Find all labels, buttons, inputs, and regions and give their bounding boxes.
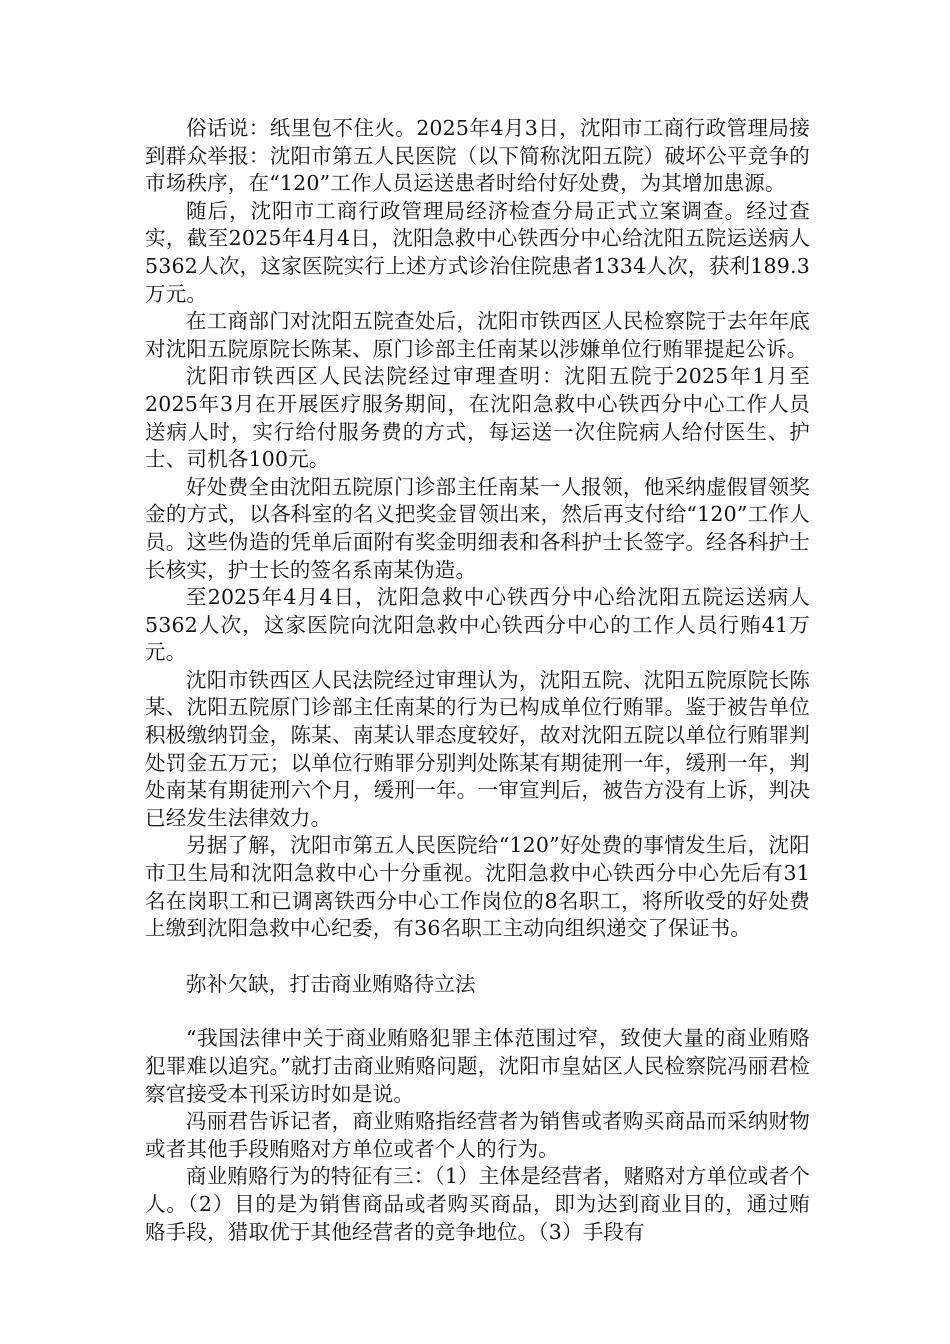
article-paragraph: 好处费全由沈阳五院原门诊部主任南某一人报领，他采纳虚假冒领奖金的方式，以各科室的名义把奖金冒领出来，然后再支付给“120”工作人员。这些伪造的凭单后面附有奖金明细表和各科护士长签字。经各科护士长核实，护士长的签名系南某伪造。 <box>145 474 810 582</box>
article-paragraph: 另据了解，沈阳市第五人民医院给“120”好处费的事情发生后，沈阳市卫生局和沈阳急救中心十分重视。沈阳急救中心铁西分中心先后有31名在岗职工和已调离铁西分中心工作岗位的8名职工，将所收受的好处费上缴到沈阳急救中心纪委，有36名职工主动向组织递交了保证书。 <box>145 833 810 941</box>
article-paragraph: 俗话说：纸里包不住火。2025年4月3日，沈阳市工商行政管理局接到群众举报：沈阳市第五人民医院（以下简称沈阳五院）破坏公平竞争的市场秩序，在“120”工作人员运送患者时给付好处费，为其增加患源。 <box>145 116 810 196</box>
section-paragraph: 冯丽君告诉记者，商业贿赂指经营者为销售或者购买商品而采纳财物或者其他手段贿赂对方单位或者个人的行为。 <box>145 1109 810 1161</box>
article-paragraph: 沈阳市铁西区人民法院经过审理认为，沈阳五院、沈阳五院原院长陈某、沈阳五院原门诊部主任南某的行为已构成单位行贿罪。鉴于被告单位积极缴纳罚金，陈某、南某认罪态度较好，故对沈阳五院以单位行贿罪判处罚金五万元；以单位行贿罪分别判处陈某有期徒刑一年，缓刑一年，判处南某有期徒刑六个月，缓刑一年。一审宣判后，被告方没有上诉，判决已经发生法律效力。 <box>145 667 810 830</box>
section-paragraph: 商业贿赂行为的特征有三：（1）主体是经营者，赌赂对方单位或者个人。（2）目的是为销售商品或者购买商品，即为达到商业目的，通过贿赂手段，猎取优于其他经营者的竞争地位。（3）手段有 <box>145 1164 810 1244</box>
section-heading: 弥补欠缺，打击商业贿赂待立法 <box>186 971 476 996</box>
article-paragraph: 在工商部门对沈阳五院查处后，沈阳市铁西区人民检察院于去年年底对沈阳五院原院长陈某、原门诊部主任南某以涉嫌单位行贿罪提起公诉。 <box>145 309 810 361</box>
article-paragraph: 至2025年4月4日，沈阳急救中心铁西分中心给沈阳五院运送病人5362人次，这家医院向沈阳急救中心铁西分中心的工作人员行贿41万元。 <box>145 585 810 665</box>
article-paragraph: 沈阳市铁西区人民法院经过审理查明：沈阳五院于2025年1月至2025年3月在开展医疗服务期间，在沈阳急救中心铁西分中心工作人员送病人时，实行给付服务费的方式，每运送一次住院病人给付医生、护士、司机各100元。 <box>145 364 810 472</box>
article-body <box>145 115 810 1246</box>
section-paragraph: “我国法律中关于商业贿赂犯罪主体范围过窄，致使大量的商业贿赂犯罪难以追究。”就打击商业贿赂问题，沈阳市皇姑区人民检察院冯丽君检察官接受本刊采访时如是说。 <box>145 1026 810 1106</box>
article-paragraph: 随后，沈阳市工商行政管理局经济检查分局正式立案调查。经过查实，截至2025年4月4日，沈阳急救中心铁西分中心给沈阳五院运送病人5362人次，这家医院实行上述方式诊治住院患者1334人次，获利189.3万元。 <box>145 198 810 306</box>
